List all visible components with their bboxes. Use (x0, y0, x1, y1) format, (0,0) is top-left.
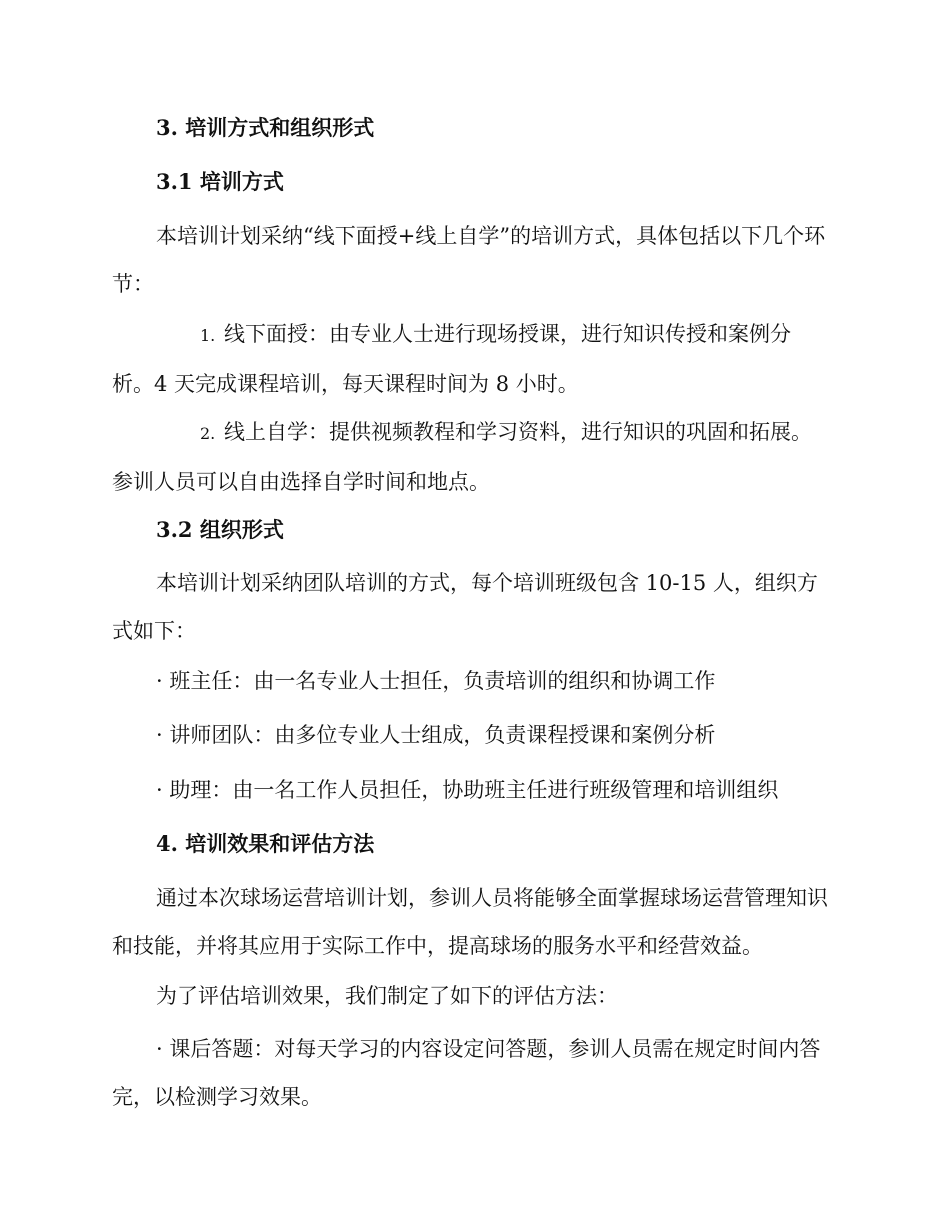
numbered-item-1 (112, 310, 832, 408)
section-3-heading: 3. 培训方式和组织形式 (156, 115, 375, 140)
section-3-2-heading: 3.2 组织形式 (156, 517, 284, 542)
section-3-2-intro: 本培训计划采纳团队培训的方式，每个培训班级包含 10-15 人，组织方式如下： (112, 571, 818, 643)
item-number: 1. (200, 326, 216, 345)
item-text: 线下面授：由专业人士进行现场授课，进行知识传授和案例分析。4 天完成课程培训，每天课程时间为 8 小时。 (112, 322, 791, 396)
bullet-item: · 课后答题：对每天学习的内容设定问答题，参训人员需在规定时间内答完，以检测学习效果。 (112, 1037, 821, 1109)
bullet-item: · 班主任：由一名专业人士担任，负责培训的组织和协调工作 (156, 669, 716, 693)
item-number: 2. (200, 424, 216, 443)
numbered-item-2 (112, 408, 832, 506)
section-3-1-intro: 本培训计划采纳“线下面授+线上自学”的培训方式，具体包括以下几个环节： (112, 224, 826, 296)
section-4-paragraph-1: 通过本次球场运营培训计划，参训人员将能够全面掌握球场运营管理知识和技能，并将其应用于实际工作中，提高球场的服务水平和经营效益。 (112, 886, 828, 958)
section-3-1-heading: 3.1 培训方式 (156, 169, 284, 194)
section-4-paragraph-2: 为了评估培训效果，我们制定了如下的评估方法： (156, 984, 618, 1008)
section-4-heading: 4. 培训效果和评估方法 (156, 831, 375, 856)
bullet-item: · 讲师团队：由多位专业人士组成，负责课程授课和案例分析 (156, 723, 716, 747)
item-text: 线上自学：提供视频教程和学习资料，进行知识的巩固和拓展。参训人员可以自由选择自学时间和地点。 (112, 420, 812, 494)
bullet-item: · 助理：由一名工作人员担任，协助班主任进行班级管理和培训组织 (156, 778, 779, 802)
